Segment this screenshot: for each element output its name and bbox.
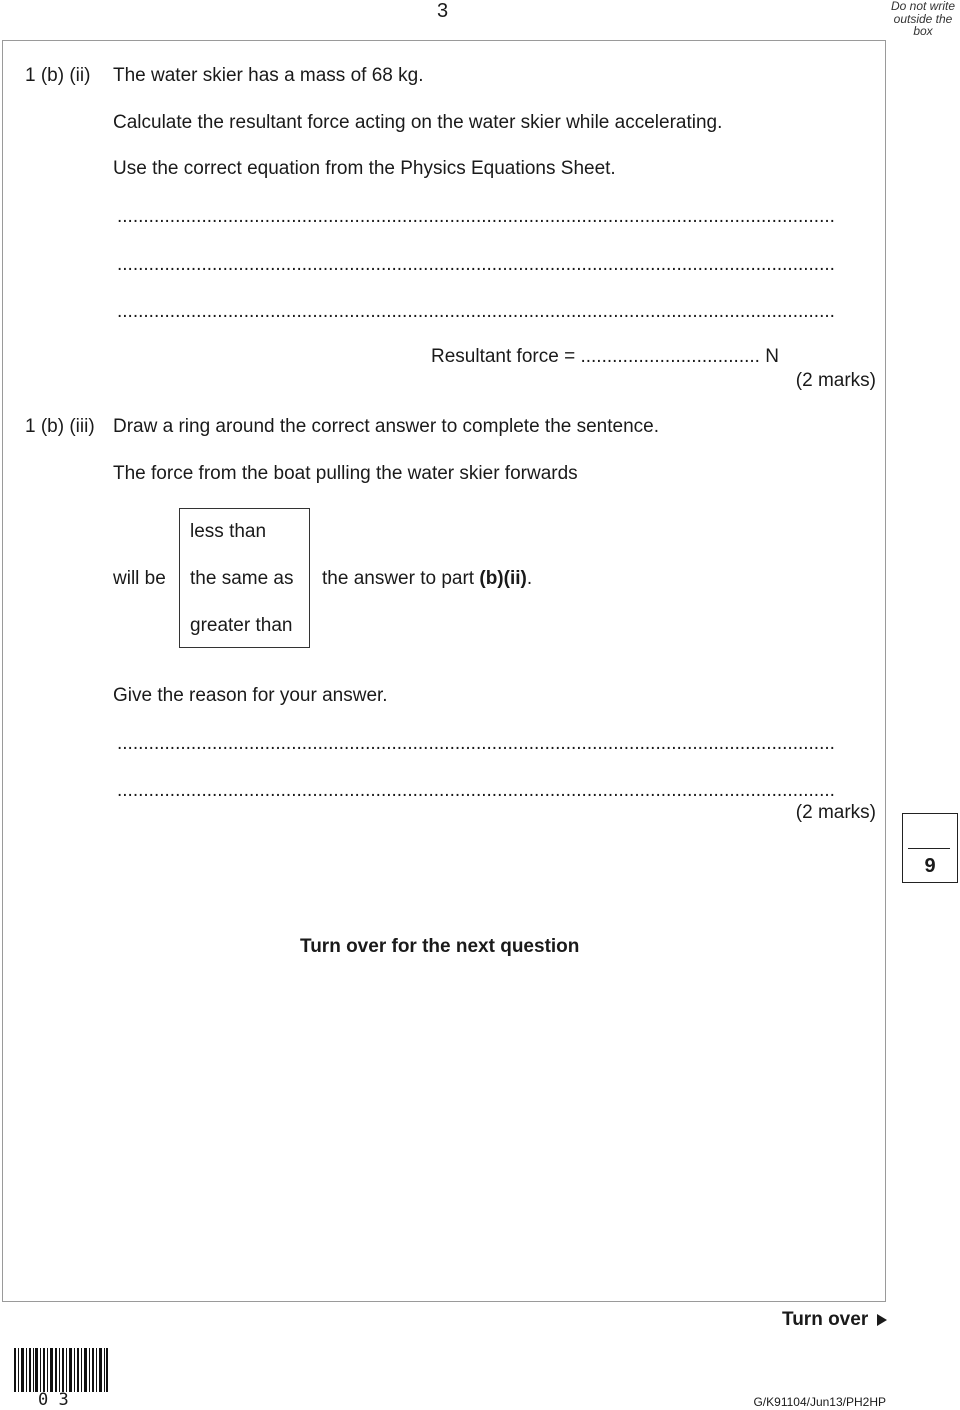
resultant-force-unit: N [759,346,779,367]
answer-line[interactable]: ........................................................................................................................................ [117,733,835,754]
question-label-1bii: 1 (b) (ii) [25,65,91,86]
question-text-sentence-start: The force from the boat pulling the water skier forwards [113,463,578,484]
option-less-than[interactable]: less than [190,521,267,542]
resultant-force-answer[interactable]: .................................. [580,346,760,367]
question-label-1biii: 1 (b) (iii) [25,416,95,437]
barcode-digits: 0 3 [38,1390,69,1410]
turn-over-label: Turn over [782,1309,869,1330]
option-greater-than[interactable]: greater than [190,615,293,636]
will-be-text: will be [113,568,166,589]
answer-line[interactable]: ........................................................................................................................................ [117,206,835,227]
footer-code: G/K91104/Jun13/PH2HP [753,1395,886,1409]
resultant-force-row [431,346,779,368]
option-the-same-as[interactable]: the same as [190,568,294,589]
question-text-instruction: Draw a ring around the correct answer to complete the sentence. [113,416,660,437]
play-arrow-icon [877,1314,887,1326]
reason-prompt: Give the reason for your answer. [113,685,388,706]
question-text-calculate: Calculate the resultant force acting on the water skier while accelerating. [113,112,723,133]
answer-line[interactable]: ........................................................................................................................................ [117,780,835,801]
question-text-equation: Use the correct equation from the Physics Equations Sheet. [113,158,616,179]
turn-over-next-question: Turn over for the next question [300,936,580,957]
answer-line[interactable]: ........................................................................................................................................ [117,301,835,322]
marks-1bii: (2 marks) [795,370,876,391]
sentence-end-part-ref: (b)(ii) [479,568,527,589]
question-text-mass: The water skier has a mass of 68 kg. [113,65,424,86]
barcode [14,1348,108,1392]
page-number: 3 [437,0,449,22]
margin-note: Do not write outside the box [890,0,956,38]
answer-line[interactable]: ........................................................................................................................................ [117,254,835,275]
score-total: 9 [924,855,936,877]
sentence-end-text: the answer to part [322,568,480,589]
sentence-end [322,568,532,590]
resultant-force-label: Resultant force = [431,346,581,367]
turn-over [782,1309,887,1331]
sentence-end-period: . [526,568,533,589]
marks-1biii: (2 marks) [795,802,876,823]
score-box-divider [908,848,950,849]
question-frame [2,40,886,1302]
